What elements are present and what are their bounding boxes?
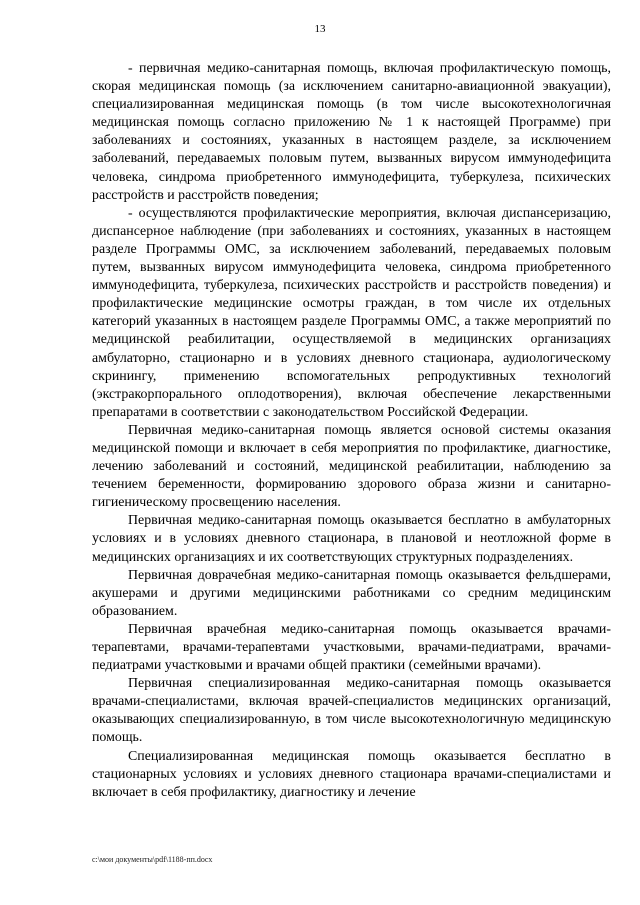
paragraph-specialized-care: Специализированная медицинская помощь оказывается бесплатно в стационарных условиях и условиях дневного стационара врачами-специалистами и включает в себя профилактику, диагностику и лечение [92, 748, 611, 800]
document-file-path: c:\мои документы\pdf\1188-пп.docx [92, 855, 213, 864]
paragraph-specialized-primary-care: Первичная специализированная медико-санитарная помощь оказывается врачами-специалистами, включая врачей-специалистов медицинских организаций, оказывающих специализированную, в том числе высокотехнологичную медицинскую помощь. [92, 676, 611, 746]
paragraph-physician-care: Первичная врачебная медико-санитарная помощь оказывается врачами-терапевтами, врачами-терапевтами участковыми, врачами-педиатрами, врачами-педиатрами участковыми и врачами общей практики (семейными врачами). [92, 621, 611, 674]
document-body [92, 60, 611, 802]
paragraph-pre-physician-care: Первичная доврачебная медико-санитарная помощь оказывается фельдшерами, акушерами и другими медицинскими работниками со средним медицинским образованием. [92, 567, 611, 619]
paragraph-preventive-measures: - осуществляются профилактические мероприятия, включая диспансеризацию, диспансерное наблюдение (при заболеваниях и состояниях, указанных в настоящем разделе Программы ОМС, за исключением заболеваний, передаваемых половым путем, вызванных вирусом иммунодефицита человека, синдрома приобретенного иммунодефицита, туберкулеза, психических расстройств и расстройств поведения) и профилактические медицинские осмотры граждан, в том числе их отдельных категорий указанных в настоящем разделе Программы ОМС, а также мероприятий по медицинской реабилитации, осуществляемой в медицинских организациях амбулаторно, стационарно и в условиях дневного стационара, аудиологическому скринингу, применению вспомогательных репродуктивных технологий (экстракорпорального оплодотворения), включая обеспечение лекарственными препаратами в соответствии с законодательством Российской Федерации. [92, 205, 611, 420]
paragraph-insured-care-list: - первичная медико-санитарная помощь, включая профилактическую помощь, скорая медицинская помощь (за исключением санитарно-авиационной эвакуации), специализированная медицинская помощь (в том числе высокотехнологичная медицинская помощь согласно приложению № 1 к настоящей Программе) при заболеваниях и состояниях, указанных в настоящем разделе, за исключением заболеваний, передаваемых половым путем, вызванных вирусом иммунодефицита человека, синдрома приобретенного иммунодефицита, туберкулеза, психических расстройств и расстройств поведения; [92, 61, 611, 203]
page-number: 13 [314, 23, 326, 35]
paragraph-primary-care-basis: Первичная медико-санитарная помощь является основой системы оказания медицинской помощи и включает в себя мероприятия по профилактике, диагностике, лечению заболеваний и состояний, медицинской реабилитации, наблюдению за течением беременности, формированию здорового образа жизни и санитарно-гигиеническому просвещению населения. [92, 422, 611, 511]
paragraph-primary-care-free: Первичная медико-санитарная помощь оказывается бесплатно в амбулаторных условиях и в условиях дневного стационара, в плановой и неотложной форме в медицинских организациях и их соответствующих структурных подразделениях. [92, 513, 611, 565]
